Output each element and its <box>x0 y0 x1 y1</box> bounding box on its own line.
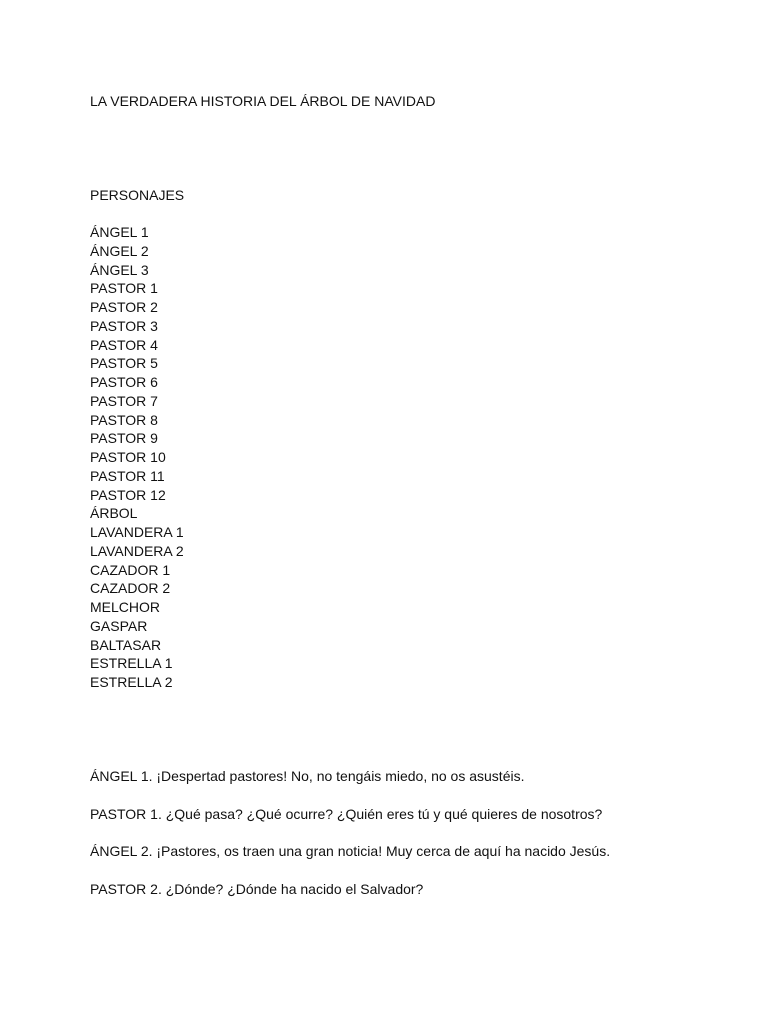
cast-item: PASTOR 5 <box>90 355 158 372</box>
dialogue-line: ÁNGEL 1. ¡Despertad pastores! No, no tengáis miedo, no os asustéis. <box>90 768 525 784</box>
cast-item: PASTOR 6 <box>90 374 158 390</box>
cast-item: ESTRELLA 1 <box>90 655 173 672</box>
cast-item: PASTOR 10 <box>90 449 166 465</box>
cast-list <box>90 223 184 692</box>
cast-item: ÁNGEL 1 <box>90 224 149 240</box>
document-title: LA VERDADERA HISTORIA DEL ÁRBOL DE NAVIDAD <box>90 93 436 109</box>
cast-item: ÁNGEL 2 <box>90 242 149 259</box>
dialogue-line: ÁNGEL 2. ¡Pastores, os traen una gran noticia! Muy cerca de aquí ha nacido Jesús. <box>90 843 611 859</box>
cast-item: CAZADOR 1 <box>90 561 171 578</box>
cast-item: PASTOR 3 <box>90 317 158 334</box>
cast-item: PASTOR 4 <box>90 336 158 353</box>
cast-item: ESTRELLA 2 <box>90 674 173 690</box>
cast-item: PASTOR 8 <box>90 411 158 428</box>
cast-item: LAVANDERA 1 <box>90 524 184 540</box>
cast-item: LAVANDERA 2 <box>90 542 184 559</box>
cast-item: BALTASAR <box>90 636 162 653</box>
dialogue-list <box>90 767 610 917</box>
cast-item: MELCHOR <box>90 599 161 615</box>
cast-item: PASTOR 2 <box>90 299 158 315</box>
cast-item: PASTOR 11 <box>90 467 165 484</box>
cast-item: PASTOR 7 <box>90 392 158 409</box>
cast-item: PASTOR 1 <box>90 280 158 297</box>
cast-heading: PERSONAJES <box>90 187 185 203</box>
dialogue-line: PASTOR 1. ¿Qué pasa? ¿Qué ocurre? ¿Quién eres tú y qué quieres de nosotros? <box>90 805 603 822</box>
cast-item: ÁRBOL <box>90 505 138 522</box>
cast-item: GASPAR <box>90 617 148 634</box>
cast-item: CAZADOR 2 <box>90 580 171 597</box>
dialogue-line: PASTOR 2. ¿Dónde? ¿Dónde ha nacido el Salvador? <box>90 880 424 897</box>
cast-item: ÁNGEL 3 <box>90 261 149 278</box>
cast-item: PASTOR 9 <box>90 430 158 447</box>
cast-item: PASTOR 12 <box>90 486 166 503</box>
